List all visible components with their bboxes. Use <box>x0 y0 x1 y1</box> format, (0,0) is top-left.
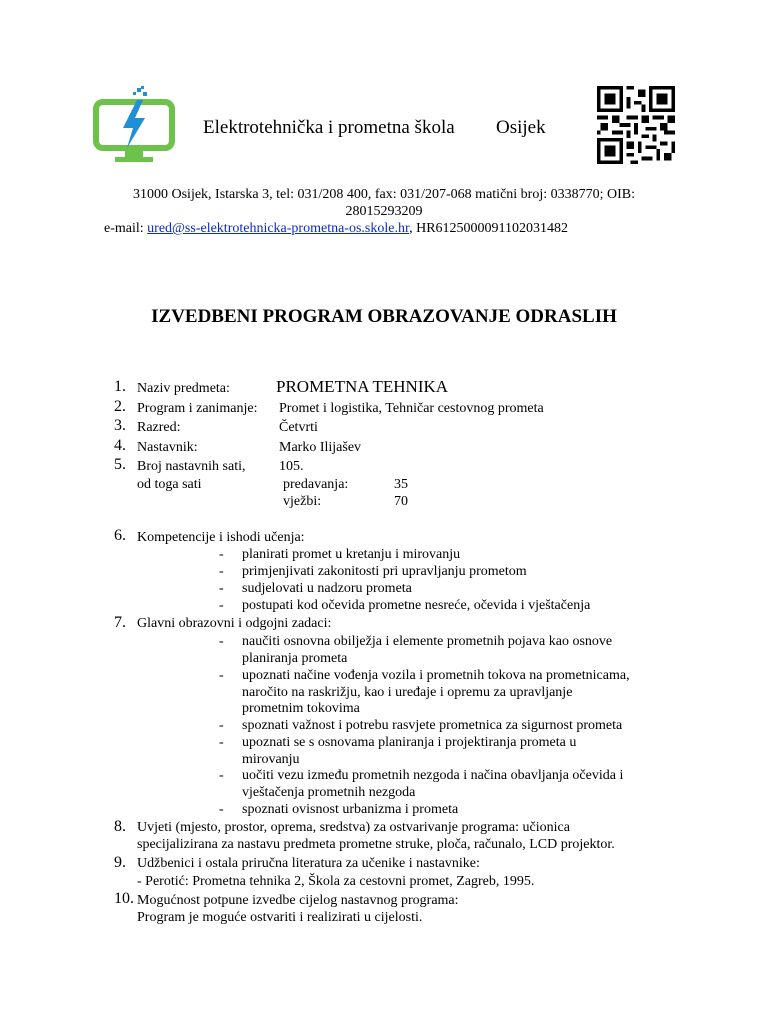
item-label: Kompetencije i ishodi učenja: <box>137 530 305 545</box>
exercise-hours: 70 <box>394 494 408 509</box>
item-number: 6. <box>114 527 126 544</box>
list-dash: - <box>219 668 224 683</box>
email-prefix: e-mail: <box>104 221 148 236</box>
list-dash: - <box>219 598 224 613</box>
list-item: naučiti osnovna obilježja i elemente prometnih pojava kao osnove <box>242 634 613 649</box>
list-item-cont: naročito na raskrižju, kao i uređaje i opremu za upravljanje <box>242 685 573 700</box>
contact-line <box>104 221 568 237</box>
list-item: upoznati načine vođenja vozila i prometnih tokova na prometnicama, <box>242 668 630 683</box>
item-value: 105. <box>279 459 304 474</box>
list-item: uočiti vezu između prometnih nezgoda i načina obavljanja očevida i <box>242 768 624 783</box>
list-item: sudjelovati u nadzoru prometa <box>242 581 412 596</box>
list-item: primjenjivati zakonitosti pri upravljanju prometom <box>242 564 527 579</box>
list-dash: - <box>219 547 224 562</box>
qr-code-icon <box>596 86 676 164</box>
item-value: Marko Ilijašev <box>279 440 362 455</box>
item-label: Program i zanimanje: <box>137 401 258 416</box>
item-value: Četvrti <box>279 420 318 435</box>
list-dash: - <box>219 581 224 596</box>
item-number: 3. <box>114 417 126 434</box>
item-text: specijalizirana za nastavu predmeta prometne struke, ploča, računalo, LCD projektor. <box>137 837 615 852</box>
school-name: Elektrotehnička i prometna škola <box>203 117 455 138</box>
item-text: - Perotić: Prometna tehnika 2, Škola za cestovni promet, Zagreb, 1995. <box>137 874 535 889</box>
school-city: Osijek <box>496 117 546 138</box>
item-label: Naziv predmeta: <box>137 381 230 396</box>
item-number: 4. <box>114 437 126 454</box>
list-item-cont: planiranja prometa <box>242 651 348 666</box>
item-text: Program je moguće ostvariti i realizirati u cijelosti. <box>137 910 423 925</box>
list-item: planirati promet u kretanju i mirovanju <box>242 547 461 562</box>
page-title: IZVEDBENI PROGRAM OBRAZOVANJE ODRASLIH <box>151 306 617 327</box>
school-address: 31000 Osijek, Istarska 3, tel: 031/208 400, fax: 031/207-068 matični broj: 0338770; OIB: 28015293209 <box>133 187 635 219</box>
item-number: 7. <box>114 614 126 631</box>
item-label: Broj nastavnih sati, <box>137 459 246 474</box>
item-number: 2. <box>114 398 126 415</box>
item-text: Udžbenici i ostala priručna literatura za učenike i nastavnike: <box>137 856 480 871</box>
item-number: 9. <box>114 854 126 871</box>
item-label: od toga sati <box>137 477 202 492</box>
list-item-cont: mirovanju <box>242 752 300 767</box>
item-label: Glavni obrazovni i odgojni zadaci: <box>137 616 332 631</box>
list-dash: - <box>219 634 224 649</box>
item-value: Promet i logistika, Tehničar cestovnog prometa <box>279 401 544 416</box>
list-item: spoznati važnost i potrebu rasvjete prometnica za sigurnost prometa <box>242 718 623 733</box>
school-logo-icon <box>93 86 175 164</box>
item-number: 10. <box>114 890 134 907</box>
item-number: 5. <box>114 456 126 473</box>
subject-name: PROMETNA TEHNIKA <box>276 377 449 396</box>
list-dash: - <box>219 735 224 750</box>
list-item-cont: prometnim tokovima <box>242 701 360 716</box>
item-text: Uvjeti (mjesto, prostor, oprema, sredstva) za ostvarivanje programa: učionica <box>137 820 570 835</box>
item-number: 8. <box>114 818 126 835</box>
list-item-cont: vještačenja prometnih nezgoda <box>242 785 416 800</box>
exercise-label: vježbi: <box>283 494 322 509</box>
email-link[interactable]: ured@ss-elektrotehnicka-prometna-os.skole.hr <box>147 221 410 236</box>
item-label: Razred: <box>137 420 181 435</box>
list-item: postupati kod očevida prometne nesreće, očevida i vještačenja <box>242 598 591 613</box>
item-number: 1. <box>114 378 126 395</box>
list-dash: - <box>219 718 224 733</box>
item-text: Mogućnost potpune izvedbe cijelog nastavnog programa: <box>137 893 459 908</box>
list-dash: - <box>219 802 224 817</box>
list-dash: - <box>219 564 224 579</box>
list-dash: - <box>219 768 224 783</box>
lecture-hours: 35 <box>394 477 408 492</box>
list-item: spoznati ovisnost urbanizma i prometa <box>242 802 459 817</box>
item-label: Nastavnik: <box>137 440 198 455</box>
list-item: upoznati se s osnovama planiranja i projektiranja prometa u <box>242 735 577 750</box>
iban: , HR6125000091102031482 <box>409 221 569 236</box>
lecture-label: predavanja: <box>283 477 349 492</box>
